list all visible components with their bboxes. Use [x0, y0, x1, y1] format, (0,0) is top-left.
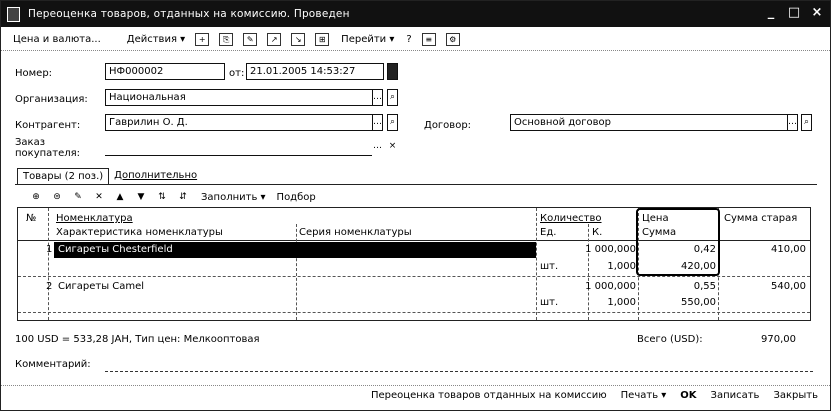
row-name: Сигареты Chesterfield	[58, 244, 173, 255]
close-button[interactable]: ×	[811, 5, 823, 20]
add-row-icon[interactable]: +	[195, 33, 209, 46]
row-price: 0,42	[693, 244, 716, 255]
copy-icon[interactable]: ⎘	[219, 33, 233, 46]
col-divider	[536, 208, 537, 320]
unpost-icon[interactable]: ↘	[291, 33, 305, 46]
delete-row-icon[interactable]: ✕	[95, 192, 103, 202]
comment-field[interactable]	[105, 355, 813, 372]
post-icon[interactable]: ↗	[267, 33, 281, 46]
contractor-label: Контрагент:	[15, 120, 81, 131]
col-num-header[interactable]: №	[26, 213, 37, 224]
sort-desc-icon[interactable]: ⇵	[179, 192, 187, 202]
print-menu[interactable]: Печать ▾	[620, 390, 667, 401]
help-button[interactable]: ?	[406, 34, 412, 45]
sort-asc-icon[interactable]: ⇅	[158, 192, 166, 202]
save-button[interactable]: Записать	[710, 390, 760, 401]
window-title: Переоценка товаров, отданных на комиссию. Проведен	[28, 8, 350, 20]
row-old-sum: 410,00	[771, 244, 806, 255]
row-num: 1	[46, 244, 53, 255]
total-value: 970,00	[761, 334, 796, 345]
row-old-sum: 540,00	[771, 281, 806, 292]
table-toolbar	[29, 189, 316, 205]
row-name: Сигареты Camel	[58, 281, 145, 292]
close-form-button[interactable]: Закрыть	[773, 390, 818, 401]
date-field[interactable]: 21.01.2005 14:53:27	[246, 63, 384, 80]
contract-field[interactable]: Основной договор	[510, 114, 797, 131]
row-quantity: 1 000,000	[585, 281, 636, 292]
number-field[interactable]: НФ000002	[105, 63, 225, 80]
total-label: Всего (USD):	[637, 334, 703, 345]
actions-menu[interactable]: Действия ▾	[126, 34, 186, 45]
move-up-icon[interactable]: ▲	[116, 192, 124, 202]
tab-additional[interactable]: Дополнительно	[109, 168, 202, 185]
row-coef: 1,000	[607, 297, 636, 308]
date-label: от:	[229, 68, 245, 79]
comment-label: Комментарий:	[15, 359, 91, 370]
rate-info: 100 USD = 533,28 ЈАН, Тип цен: Мелкооптовая	[15, 334, 260, 345]
col-characteristic-header[interactable]: Характеристика номенклатуры	[56, 227, 223, 238]
goods-table	[17, 207, 811, 321]
contractor-search-icon[interactable]: ⌕	[387, 114, 398, 131]
tab-goods[interactable]: Товары (2 поз.)	[17, 168, 109, 185]
calendar-icon[interactable]	[387, 63, 398, 80]
structure-icon[interactable]: ⊞	[315, 33, 329, 46]
edit-row-icon[interactable]: ✎	[74, 192, 82, 202]
org-search-icon[interactable]: ⌕	[387, 89, 398, 106]
row-sum: 550,00	[681, 297, 716, 308]
row-unit: шт.	[540, 261, 559, 272]
tab-divider	[15, 184, 817, 185]
currency-menu[interactable]: Цена и валюта...	[13, 34, 101, 45]
col-sum-header[interactable]: Сумма	[642, 227, 677, 238]
bottom-bar	[1, 385, 830, 405]
contract-label: Договор:	[424, 120, 472, 131]
goto-menu[interactable]: Перейти ▾	[341, 34, 395, 45]
org-field[interactable]: Национальная	[105, 89, 383, 106]
org-label: Организация:	[15, 94, 88, 105]
contractor-select-button[interactable]: …	[372, 114, 383, 131]
contract-select-button[interactable]: …	[787, 114, 798, 131]
col-nomenclature-header[interactable]: Номенклатура	[56, 213, 133, 224]
order-field[interactable]	[105, 139, 383, 156]
menu-bar	[1, 29, 830, 51]
row-sum: 420,00	[681, 261, 716, 272]
order-label: Заказ покупателя:	[15, 137, 81, 159]
title-bar	[1, 1, 830, 27]
tab-strip	[17, 168, 202, 185]
contract-search-icon[interactable]: ⌕	[801, 114, 812, 131]
order-clear-icon[interactable]: ×	[387, 139, 398, 156]
add-row-icon[interactable]: ⊕	[32, 192, 40, 202]
edit-icon[interactable]: ✎	[243, 33, 257, 46]
col-series-header[interactable]: Серия номенклатуры	[299, 227, 412, 238]
move-down-icon[interactable]: ▼	[137, 192, 145, 202]
select-button[interactable]: Подбор	[276, 191, 316, 203]
report-button[interactable]: Переоценка товаров отданных на комиссию	[371, 390, 607, 401]
row-unit: шт.	[540, 297, 559, 308]
copy-row-icon[interactable]: ⊜	[53, 192, 61, 202]
org-select-button[interactable]: …	[372, 89, 383, 106]
row-coef: 1,000	[607, 261, 636, 272]
col-price-header[interactable]: Цена	[642, 213, 669, 224]
row-num: 2	[46, 281, 53, 292]
row-divider	[18, 312, 810, 313]
col-coef-header[interactable]: К.	[592, 227, 603, 238]
row-quantity: 1 000,000	[585, 244, 636, 255]
contractor-field[interactable]: Гаврилин О. Д.	[105, 114, 383, 131]
price-column-highlight	[636, 208, 720, 276]
col-divider	[588, 224, 589, 320]
col-divider	[296, 224, 297, 320]
row-price: 0,55	[693, 281, 716, 292]
ok-button[interactable]: OK	[680, 390, 697, 401]
col-old-sum-header[interactable]: Сумма старая	[724, 213, 798, 224]
document-icon	[7, 7, 20, 22]
row-divider	[18, 276, 810, 277]
settings-icon[interactable]: ⚙	[446, 33, 460, 46]
col-unit-header[interactable]: Ед.	[540, 227, 557, 238]
maximize-button[interactable]: □	[787, 5, 801, 20]
order-select-button[interactable]: …	[372, 139, 383, 156]
col-quantity-header[interactable]: Количество	[540, 213, 602, 224]
number-label: Номер:	[15, 68, 53, 79]
list-icon[interactable]: ≡	[422, 33, 436, 46]
minimize-button[interactable]: _	[767, 5, 775, 20]
fill-menu[interactable]: Заполнить ▾	[201, 191, 266, 203]
col-divider	[48, 208, 49, 320]
